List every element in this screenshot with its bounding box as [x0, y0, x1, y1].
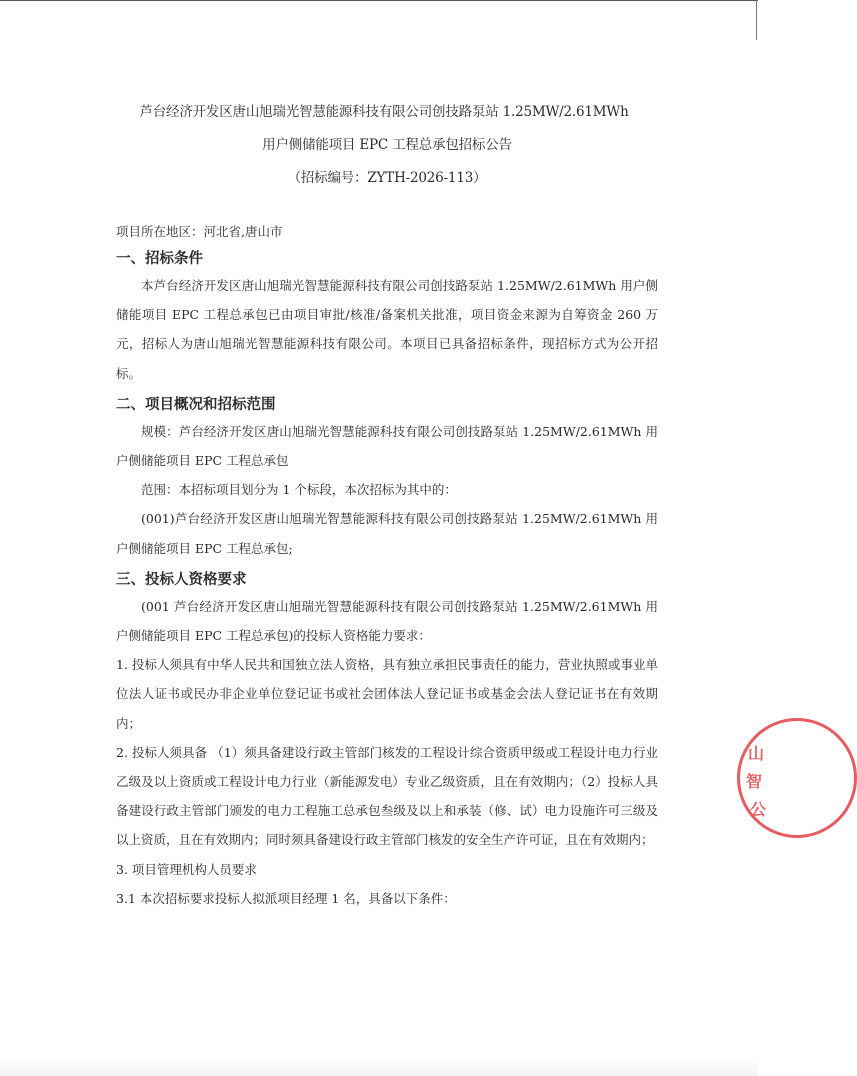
section1-heading: 一、招标条件 — [116, 251, 203, 267]
section3-item2: 2. 投标人须具备 （1）须具备建设行政主管部门核发的工程设计综合资质甲级或工程设计电力行业乙级及以上资质或工程设计电力行业（新能源发电）专业乙级资质，且在有效期内；（2）投标人具备建设行政主管部门颁发的电力工程施工总承包叁级及以上和承装（修、试）电力设施许可三级及以上资质，且在有效期内；同时须具备建设行政主管部门核发的安全生产许可证，且在有效期内； — [116, 744, 658, 848]
section3-intro: (001 芦台经济开发区唐山旭瑞光智慧能源科技有限公司创技路泵站 1.25MW/2.61MWh 用户侧储能项目 EPC 工程总承包)的投标人资格能力要求： — [116, 598, 658, 644]
section3-heading: 三、投标人资格要求 — [116, 571, 247, 588]
stamp-glyph: 山 — [748, 744, 765, 763]
red-seal-stamp — [737, 718, 857, 838]
stamp-glyph: 智 — [746, 772, 763, 791]
title-line-2: 用户侧储能项目 EPC 工程总承包招标公告 — [262, 137, 512, 153]
stamp-glyph: 公 — [750, 800, 767, 819]
title-line-3: （招标编号：ZYTH-2026-113） — [287, 170, 487, 186]
section3-item3: 3. 项目管理机构人员要求 — [116, 861, 257, 877]
section2-range: 范围：本招标项目划分为 1 个标段，本次招标为其中的： — [141, 482, 457, 498]
section1-body: 本芦台经济开发区唐山旭瑞光智慧能源科技有限公司创技路泵站 1.25MW/2.61MWh 用户侧储能项目 EPC 工程总承包已由项目审批/核准/备案机关批准，项目资金来源为自筹资金 260 万元，招标人为唐山旭瑞光智慧能源科技有限公司。本项目已具备招标条件，现招标方式为公开招标。 — [116, 278, 658, 381]
document-title — [116, 96, 658, 195]
section3-item1: 1. 投标人须具有中华人民共和国独立法人资格，具有独立承担民事责任的能力，营业执照或事业单位法人证书或民办非企业单位登记证书或社会团体法人登记证书或基金会法人登记证书在有效期内； — [116, 657, 658, 731]
section2-lot: (001)芦台经济开发区唐山旭瑞光智慧能源科技有限公司创技路泵站 1.25MW/2.61MWh 用户侧储能项目 EPC 工程总承包; — [116, 511, 658, 556]
title-line-1: 芦台经济开发区唐山旭瑞光智慧能源科技有限公司创技路泵站 1.25MW/2.61MWh — [139, 104, 629, 120]
section2-scale: 规模：芦台经济开发区唐山旭瑞光智慧能源科技有限公司创技路泵站 1.25MW/2.61MWh 用户侧储能项目 EPC 工程总承包 — [116, 423, 658, 469]
section3-item3-1: 3.1 本次招标要求投标人拟派项目经理 1 名，具备以下条件： — [116, 890, 456, 906]
document-page — [116, 96, 658, 913]
project-region: 项目所在地区：河北省,唐山市 — [116, 224, 283, 239]
section2-heading: 二、项目概况和招标范围 — [116, 396, 276, 413]
scan-bottom-edge — [0, 1056, 758, 1076]
page-top-border — [0, 0, 758, 1]
page-right-border — [756, 0, 757, 40]
